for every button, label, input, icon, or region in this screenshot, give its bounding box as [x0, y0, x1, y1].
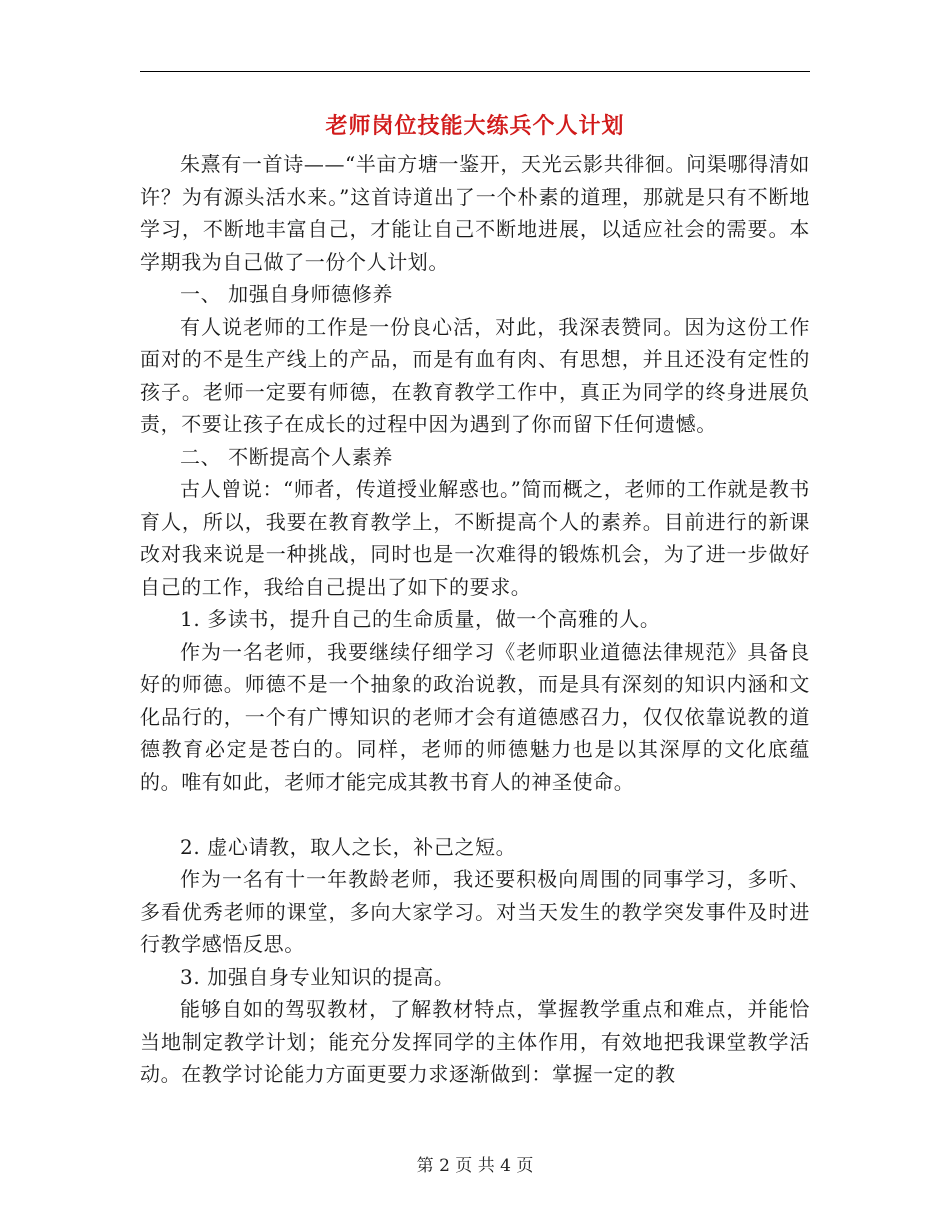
list-item-2-body: 作为一名有十一年教龄老师，我还要积极向周围的同事学习，多听、多看优秀老师的课堂，多向大家学习。对当天发生的教学突发事件及时进行教学感悟反思。 [140, 867, 810, 956]
paragraph-section-2: 古人曾说：“师者，传道授业解惑也。”简而概之，老师的工作就是教书育人，所以，我要在教育教学上，不断提高个人的素养。目前进行的新课改对我来说是一种挑战，同时也是一次难得的锻炼机会，为了进一步做好自己的工作，我给自己提出了如下的要求。 [140, 477, 810, 599]
section-heading-1: 一、 加强自身师德修养 [180, 282, 393, 306]
page-number-footer: 第 2 页 共 4 页 [416, 1156, 534, 1176]
document-title: 老师岗位技能大练兵个人计划 [325, 113, 625, 139]
list-item-1-heading: 1. 多读书，提升自己的生命质量，做一个高雅的人。 [180, 607, 661, 631]
paragraph-intro: 朱熹有一首诗——“半亩方塘一鉴开，天光云影共徘徊。问渠哪得清如许？为有源头活水来。”这首诗道出了一个朴素的道理，那就是只有不断地学习，不断地丰富自己，才能让自己不断地进展，以适应社会的需要。本学期我为自己做了一份个人计划。 [140, 152, 810, 274]
header-rule [140, 71, 810, 72]
section-heading-2: 二、 不断提高个人素养 [180, 444, 393, 469]
list-item-3-heading: 3. 加强自身专业知识的提高。 [180, 964, 455, 989]
paragraph-section-1: 有人说老师的工作是一份良心活，对此，我深表赞同。因为这份工作面对的不是生产线上的产品，而是有血有肉、有思想，并且还没有定性的孩子。老师一定要有师德，在教育教学工作中，真正为同学的终身进展负责，不要让孩子在成长的过程中因为遇到了你而留下任何遗憾。 [140, 314, 810, 436]
list-item-2-heading: 2. 虚心请教，取人之长，补己之短。 [180, 834, 517, 859]
document-body [140, 148, 810, 1091]
list-item-3-body: 能够自如的驾驭教材，了解教材特点，掌握教学重点和难点，并能恰当地制定教学计划；能充分发挥同学的主体作用，有效地把我课堂教学活动。在教学讨论能力方面更要力求逐渐做到：掌握一定的教 [140, 997, 810, 1086]
list-item-1-body: 作为一名老师，我要继续仔细学习《老师职业道德法律规范》具备良好的师德。师德不是一个抽象的政治说教，而是具有深刻的知识内涵和文化品行的，一个有广博知识的老师才会有道德感召力，仅仅依靠说教的道德教育必定是苍白的。同样，老师的师德魅力也是以其深厚的文化底蕴的。唯有如此，老师才能完成其教书育人的神圣使命。 [140, 639, 810, 794]
